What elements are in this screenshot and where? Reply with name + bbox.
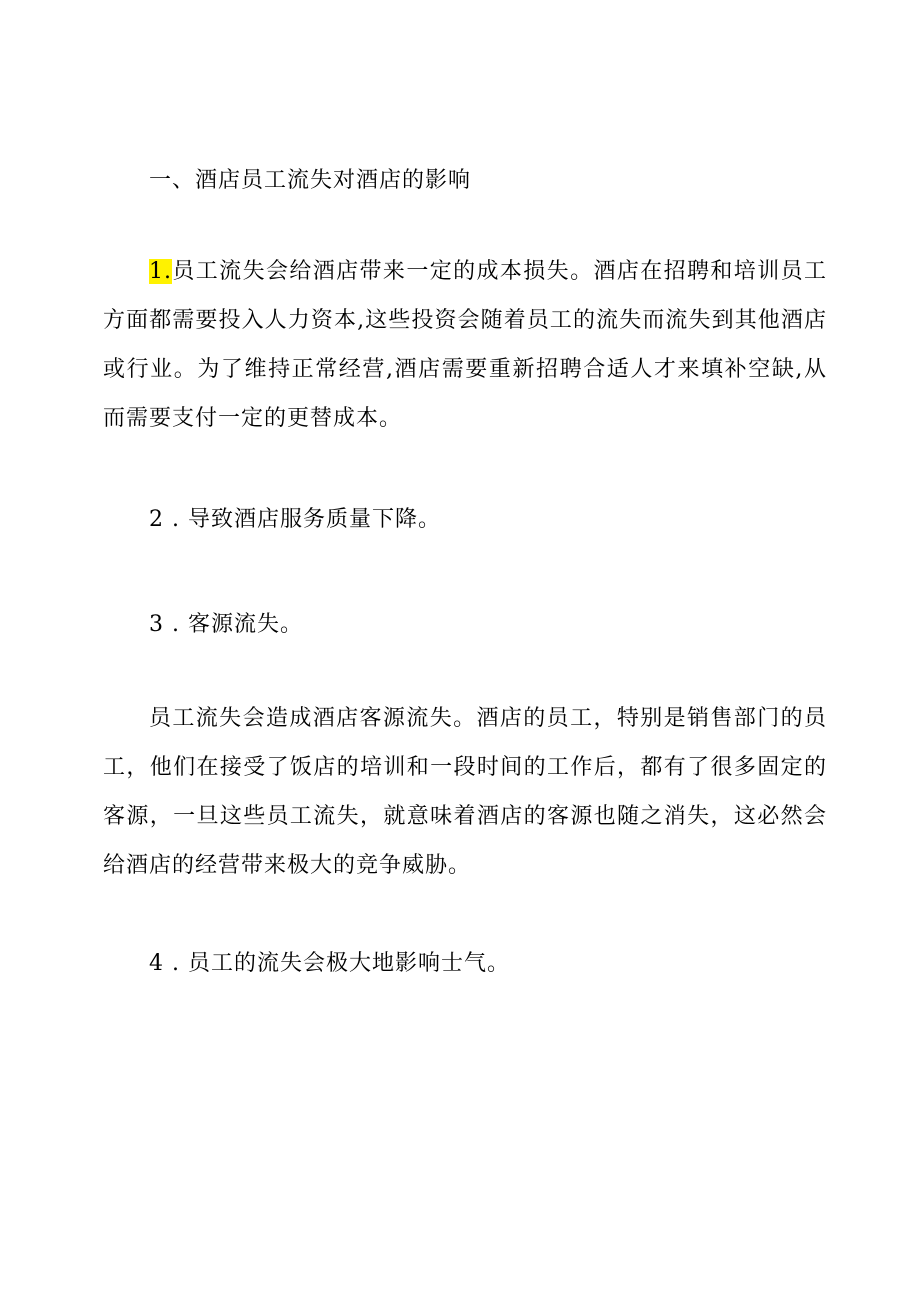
paragraph-item-3-detail: 员工流失会造成酒店客源流失。酒店的员工，特别是销售部门的员工，他们在接受了饭店的培训和一段时间的工作后，都有了很多固定的客源，一旦这些员工流失，就意味着酒店的客源也随之消失，这必然会给酒店的经营带来极大的竞争威胁。: [103, 706, 827, 878]
highlighted-item-number: 1.: [149, 259, 172, 284]
paragraph-item-2: 2 . 导致酒店服务质量下降。: [149, 507, 441, 532]
paragraph-item-3: 3 . 客源流失。: [149, 612, 303, 637]
item-1-text: 员工流失会给酒店带来一定的成本损失。酒店在招聘和培训员工方面都需要投入人力资本,这些投资会随着员工的流失而流失到其他酒店或行业。为了维持正常经营,酒店需要重新招聘合适人才来填补空缺,从而需要支付一定的更替成本。: [103, 259, 827, 431]
paragraph-item-4: 4 . 员工的流失会极大地影响士气。: [149, 951, 510, 976]
paragraph-item-1: [103, 247, 827, 443]
section-heading: 一、酒店员工流失对酒店的影响: [149, 168, 472, 193]
